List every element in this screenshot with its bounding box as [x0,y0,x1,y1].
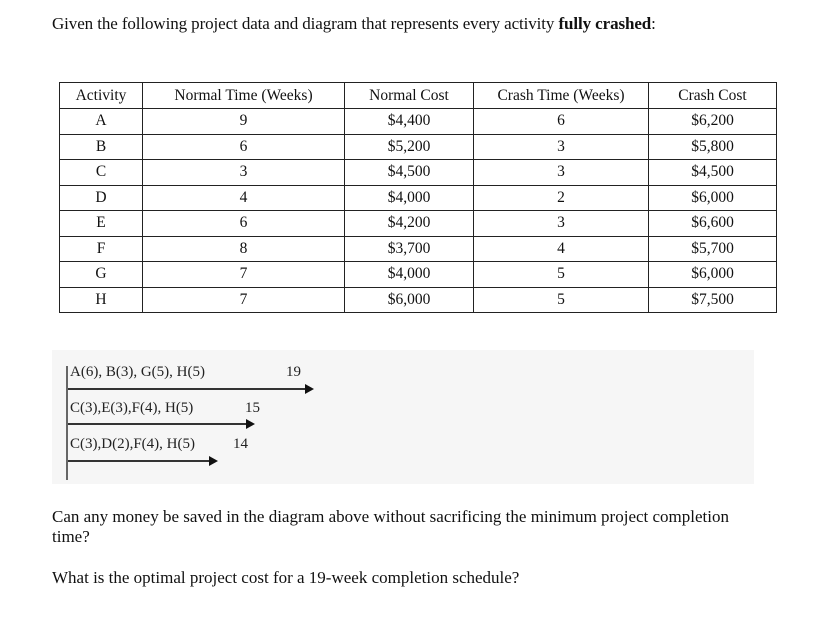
cell-normal-cost: $4,500 [345,160,474,186]
question-2: What is the optimal project cost for a 19-week completion schedule? [52,568,520,587]
cell-crash-cost: $6,000 [649,262,777,288]
cell-activity: B [60,134,143,160]
table-row [60,109,777,135]
table-row [60,185,777,211]
table-row [60,262,777,288]
table-row [60,211,777,237]
cell-activity: G [60,262,143,288]
cell-normal-time: 3 [143,160,345,186]
cell-normal-time: 6 [143,211,345,237]
path-label-1 [70,364,205,381]
cell-normal-cost: $4,400 [345,109,474,135]
cell-crash-cost: $5,800 [649,134,777,160]
cell-activity: D [60,185,143,211]
cell-normal-time: 8 [143,236,345,262]
cell-crash-time: 5 [474,287,649,313]
cell-normal-cost: $4,200 [345,211,474,237]
table-row [60,287,777,313]
path-total-1: 19 [286,364,301,380]
table-row [60,236,777,262]
header-activity: Activity [60,83,143,109]
table-row [60,160,777,186]
cell-normal-time: 6 [143,134,345,160]
cell-crash-time: 2 [474,185,649,211]
cell-crash-time: 5 [474,262,649,288]
header-normal-cost: Normal Cost [345,83,474,109]
cell-crash-time: 3 [474,160,649,186]
path-arrow-3 [68,460,210,462]
path-arrow-2 [68,423,247,425]
cell-activity: A [60,109,143,135]
cell-normal-time: 9 [143,109,345,135]
path-3-activities: C(3),D(2),F(4), H(5) [70,436,195,452]
cell-normal-cost: $4,000 [345,185,474,211]
cell-normal-time: 7 [143,287,345,313]
cell-crash-cost: $6,000 [649,185,777,211]
table-header-row [60,83,777,109]
cell-crash-time: 3 [474,211,649,237]
header-crash-cost: Crash Cost [649,83,777,109]
table-row [60,134,777,160]
intro-emphasis: fully crashed [558,14,652,33]
intro-text-end: : [651,14,656,33]
cell-normal-time: 4 [143,185,345,211]
cell-normal-cost: $3,700 [345,236,474,262]
cell-activity: F [60,236,143,262]
path-arrow-1 [68,388,306,390]
cell-normal-cost: $6,000 [345,287,474,313]
path-1-activities: A(6), B(3), G(5), H(5) [70,364,205,380]
header-crash-time: Crash Time (Weeks) [474,83,649,109]
cell-crash-cost: $6,600 [649,211,777,237]
path-total-2: 15 [245,400,260,416]
cell-crash-cost: $6,200 [649,109,777,135]
cell-crash-time: 6 [474,109,649,135]
path-label-3 [70,436,195,453]
crashed-path-diagram [52,350,754,484]
question-1: Can any money be saved in the diagram above without sacrificing the minimum project completion time? [52,507,729,546]
cell-crash-time: 3 [474,134,649,160]
cell-activity: H [60,287,143,313]
cell-normal-cost: $5,200 [345,134,474,160]
intro-text [52,14,656,34]
cell-crash-cost: $7,500 [649,287,777,313]
cell-activity: E [60,211,143,237]
path-total-3: 14 [233,436,248,452]
intro-text-start: Given the following project data and diagram that represents every activity [52,14,559,33]
path-2-activities: C(3),E(3),F(4), H(5) [70,400,194,416]
project-data-table [59,82,777,313]
cell-normal-cost: $4,000 [345,262,474,288]
cell-normal-time: 7 [143,262,345,288]
header-normal-time: Normal Time (Weeks) [143,83,345,109]
cell-crash-cost: $5,700 [649,236,777,262]
cell-activity: C [60,160,143,186]
path-label-2 [70,400,193,417]
cell-crash-cost: $4,500 [649,160,777,186]
cell-crash-time: 4 [474,236,649,262]
